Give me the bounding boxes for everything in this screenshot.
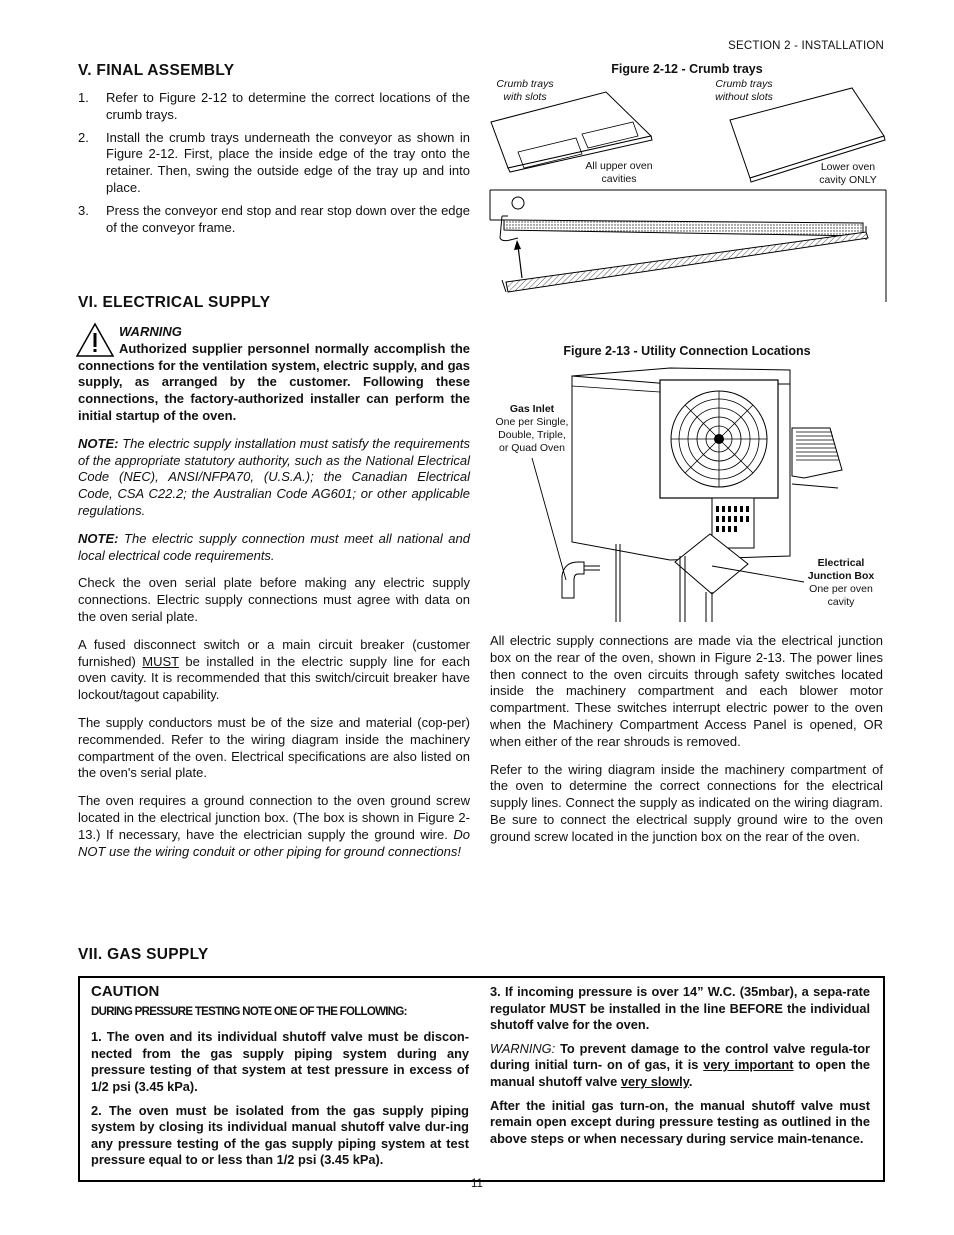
paragraph: Refer to the wiring diagram inside the machinery compartment of the oven to determine the correct connections for the electrical supply lines. Connect the supply as indicated on the wiring diagram. Be sure to connect the electrical supply ground wire to the oven ground screw located in the junction box on the rear of the oven. [490, 761, 883, 844]
figure-2-13-caption: Figure 2-13 - Utility Connection Locations [563, 344, 811, 358]
paragraph: Check the oven serial plate before making any electric supply connections. Electric supply connections must agree with data on the oven serial plate. [78, 575, 470, 624]
caution-right-column [490, 984, 870, 1154]
caution-item-2: 2. The oven must be isolated from the gas supply piping system by closing its individual manual shutoff valve dur-ing any pressure testing of the gas supply piping system at test pressure equal to or less than 1/2 psi (3.45 kPa). [91, 1102, 469, 1168]
gas-supply-heading: VII. GAS SUPPLY [78, 946, 209, 963]
caution-after: After the initial gas turn-on, the manual shutoff valve must remain open except during pressure testing as outlined in the above steps or when necessary during service main-tenance. [490, 1097, 870, 1146]
paragraph: The oven requires a ground connection to the oven ground screw located in the electrical junction box. (The box is shown in Figure 2-13.) If necessary, have the electrician supply the ground wire. Do NOT use the wiring conduit or other piping for ground connections! [78, 793, 470, 859]
paragraph: A fused disconnect switch or a main circuit breaker (customer furnished) MUST be installed in the electric supply line for each oven cavity. It is recommended that this switch/circuit breaker have lockout/tagout capability. [78, 636, 470, 703]
page-number: 11 [471, 1178, 483, 1190]
label-upper-cavities: All upper oven cavities [585, 160, 653, 185]
label-gas-inlet: Gas Inlet One per Single, Double, Triple, or Quad Oven [495, 403, 569, 454]
label-lower-cavity: Lower oven cavity ONLY [819, 161, 877, 186]
caution-left-column [91, 984, 469, 1176]
step-item: 3. Press the conveyor end stop and rear stop down over the edge of the conveyor frame. [78, 202, 470, 235]
final-assembly-heading: V. FINAL ASSEMBLY [78, 62, 235, 79]
label-with-slots: Crumb trays with slots [496, 78, 554, 103]
section-header: SECTION 2 - INSTALLATION [728, 40, 884, 52]
paragraph: All electric supply connections are made via the electrical junction box on the rear of the oven, shown in Figure 2-13. The power lines then connect to the oven circuits through safety switches located inside the machinery compartment and each blower motor compartment. These switches interrupt electric power to the oven when the Machinery Compartment Access Panel is opened, OR when either of the rear shrouds is removed. [490, 633, 883, 749]
label-junction-box: Electrical Junction Box One per oven cavity [807, 557, 875, 608]
step-item: 2. Install the crumb trays underneath the conveyor as shown in Figure 2-12. First, place the inside edge of the tray onto the retainer. Then, swing the outside edge of the tray up and into place. [78, 129, 470, 195]
right-column-text [490, 633, 883, 857]
caution-subtitle: DURING PRESSURE TESTING NOTE ONE OF THE FOLLOWING: [91, 1005, 407, 1018]
paragraph: The supply conductors must be of the size and material (cop-per) recommended. Refer to the wiring diagram inside the machinery compartment of the oven. Electrical specifications are also listed on the oven's serial plate. [78, 714, 470, 781]
note-2: NOTE: The electric supply connection must meet all national and local electrical code requirements. [78, 530, 470, 563]
caution-item-1: 1. The oven and its individual shutoff valve must be discon-nected from the gas supply piping system during any pressure testing of that system at test pressure in excess of 1/2 psi (3.45 kPa). [91, 1029, 469, 1094]
label-without-slots: Crumb trays without slots [715, 78, 773, 103]
step-item: 1. Refer to Figure 2-12 to determine the correct locations of the crumb trays. [78, 90, 470, 122]
warning-text: Authorized supplier personnel normally accomplish the connections for the ventilation system, electric supply, and gas supply, as arranged by the customer. Following these connections, the factory-authorized installer can perform the initial startup of the oven. [78, 340, 470, 423]
caution-title: CAUTION [91, 983, 160, 1000]
caution-box [78, 976, 885, 1182]
caution-warning: WARNING: To prevent damage to the control valve regula-tor during initial turn- on of gas, it is very important to open the manual shutoff valve very slowly. [490, 1040, 870, 1089]
electrical-supply-heading: VI. ELECTRICAL SUPPLY [78, 294, 271, 311]
note-1: NOTE: The electric supply installation must satisfy the requirements of the appropriate statutory authority, such as the National Electrical Code (NEC), ANSI/NFPA70, (U.S.A.); the Canadian Electrical Code, CSA C22.2; the Australian Code AG601; or other applicable regulations. [78, 435, 470, 518]
conveyor-upper-tray [504, 220, 863, 236]
final-assembly-steps [78, 90, 470, 242]
gas-inlet-pipe [562, 562, 584, 598]
figure-2-12-caption: Figure 2-12 - Crumb trays [611, 62, 763, 76]
crumb-trays-figure [488, 80, 888, 302]
caution-item-3: 3. If incoming pressure is over 14” W.C. (35mbar), a sepa-rate regulator MUST be installed in the line BEFORE the individual shutoff valve for the oven. [490, 984, 870, 1033]
warning-block [78, 324, 470, 871]
conveyor-lower-tray [506, 232, 868, 292]
utility-connection-figure [520, 366, 850, 622]
warning-label: WARNING [119, 324, 182, 339]
